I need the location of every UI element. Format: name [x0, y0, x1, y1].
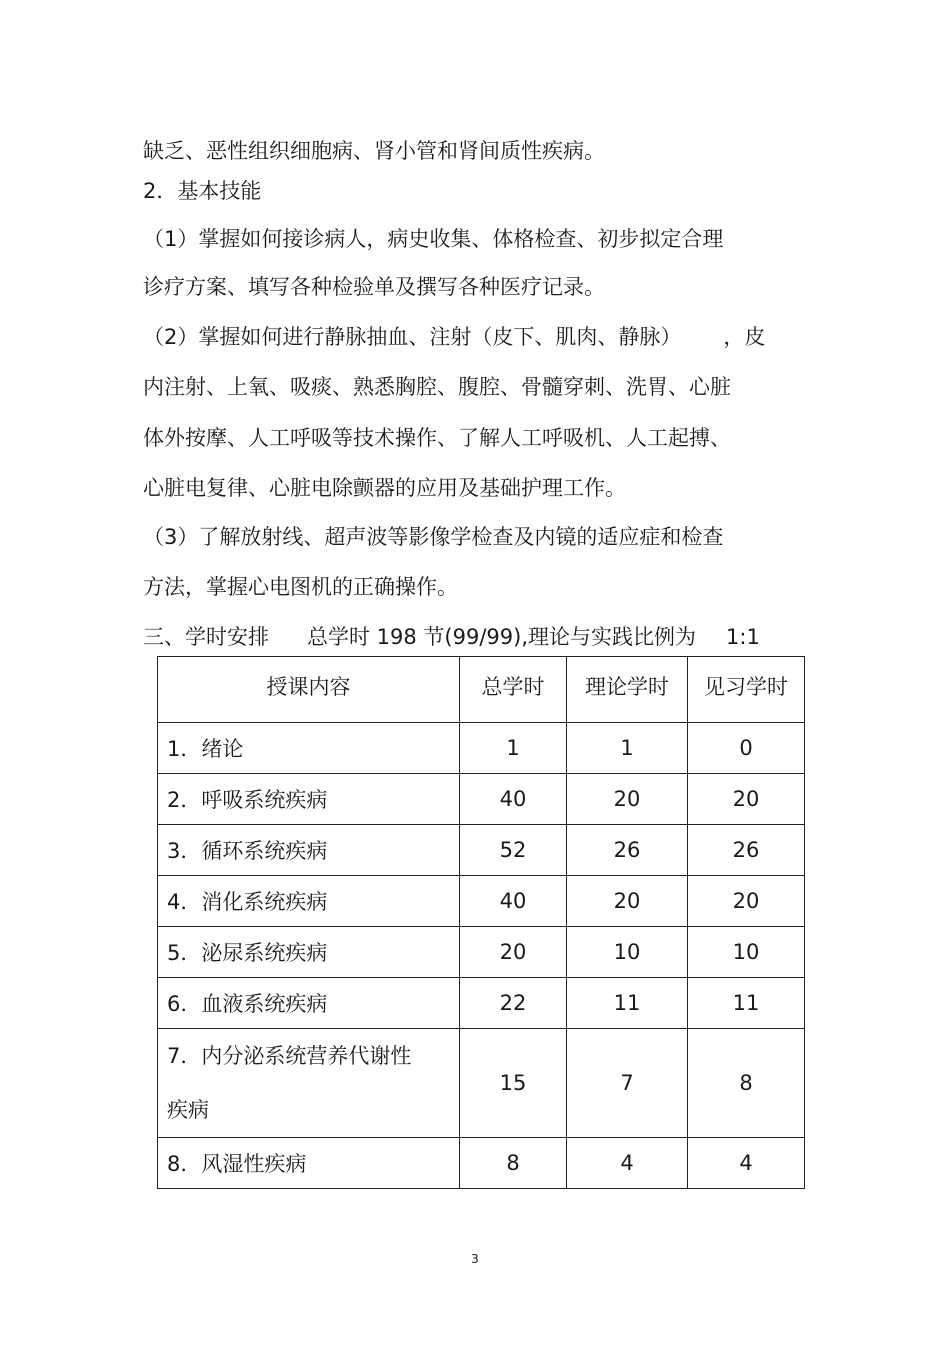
table-row [158, 774, 805, 825]
table-row [158, 927, 805, 978]
hours-summary: 总学时 198 节(99/99),理论与实践比例为 [307, 625, 697, 649]
table-header-row [158, 657, 805, 723]
header-theory-hours: 理论学时 [567, 657, 688, 723]
paragraph-line: （1）掌握如何接诊病人，病史收集、体格检查、初步拟定合理 [143, 227, 724, 251]
course-name: 8．风湿性疾病 [158, 1138, 460, 1189]
schedule-table [157, 656, 805, 1189]
course-name: 2．呼吸系统疾病 [158, 774, 460, 825]
paragraph-line: 缺乏、恶性组织细胞病、肾小管和肾间质性疾病。 [143, 139, 605, 163]
table-row [158, 978, 805, 1029]
theory-hours: 20 [567, 774, 688, 825]
course-name: 5．泌尿系统疾病 [158, 927, 460, 978]
table-row [158, 825, 805, 876]
theory-hours: 1 [567, 723, 688, 774]
paragraph-line [143, 323, 765, 351]
practice-hours: 8 [688, 1029, 805, 1138]
paragraph-line: 体外按摩、人工呼吸等技术操作、了解人工呼吸机、人工起搏、 [143, 426, 731, 450]
theory-hours: 26 [567, 825, 688, 876]
practice-hours: 20 [688, 876, 805, 927]
header-total-hours: 总学时 [460, 657, 567, 723]
total-hours: 40 [460, 774, 567, 825]
header-course-content: 授课内容 [158, 657, 460, 723]
total-hours: 20 [460, 927, 567, 978]
paragraph-line: 心脏电复律、心脏电除颤器的应用及基础护理工作。 [143, 476, 626, 500]
section-heading [143, 623, 760, 651]
ratio-value: 1:1 [726, 625, 760, 649]
practice-hours: 4 [688, 1138, 805, 1189]
course-name: 3．循环系统疾病 [158, 825, 460, 876]
practice-hours: 10 [688, 927, 805, 978]
total-hours: 1 [460, 723, 567, 774]
theory-hours: 7 [567, 1029, 688, 1138]
table-row [158, 723, 805, 774]
total-hours: 15 [460, 1029, 567, 1138]
course-name [158, 1029, 460, 1138]
paragraph-line: 诊疗方案、填写各种检验单及撰写各种医疗记录。 [143, 275, 605, 299]
course-name: 6．血液系统疾病 [158, 978, 460, 1029]
course-name: 4．消化系统疾病 [158, 876, 460, 927]
total-hours: 52 [460, 825, 567, 876]
paragraph-fragment: （2）掌握如何进行静脉抽血、注射（皮下、肌肉、静脉） [143, 325, 682, 349]
header-practice-hours: 见习学时 [688, 657, 805, 723]
table-row [158, 876, 805, 927]
paragraph-line: 内注射、上氧、吸痰、熟悉胸腔、腹腔、骨髓穿刺、洗胃、心脏 [143, 375, 731, 399]
table-row [158, 1029, 805, 1138]
practice-hours: 0 [688, 723, 805, 774]
section-heading: 2．基本技能 [143, 179, 262, 203]
total-hours: 22 [460, 978, 567, 1029]
course-name-line: 7．内分泌系统营养代谢性 [167, 1044, 412, 1068]
practice-hours: 20 [688, 774, 805, 825]
total-hours: 8 [460, 1138, 567, 1189]
course-name: 1．绪论 [158, 723, 460, 774]
paragraph-line: （3）了解放射线、超声波等影像学检查及内镜的适应症和检查 [143, 525, 724, 549]
heading-label: 三、学时安排 [143, 625, 269, 649]
theory-hours: 11 [567, 978, 688, 1029]
practice-hours: 26 [688, 825, 805, 876]
course-name-line: 疾病 [167, 1098, 209, 1122]
theory-hours: 20 [567, 876, 688, 927]
theory-hours: 4 [567, 1138, 688, 1189]
paragraph-fragment: ，皮 [723, 325, 766, 349]
table-row [158, 1138, 805, 1189]
theory-hours: 10 [567, 927, 688, 978]
total-hours: 40 [460, 876, 567, 927]
practice-hours: 11 [688, 978, 805, 1029]
page-number: 3 [471, 1252, 479, 1266]
paragraph-line: 方法，掌握心电图机的正确操作。 [143, 575, 458, 599]
